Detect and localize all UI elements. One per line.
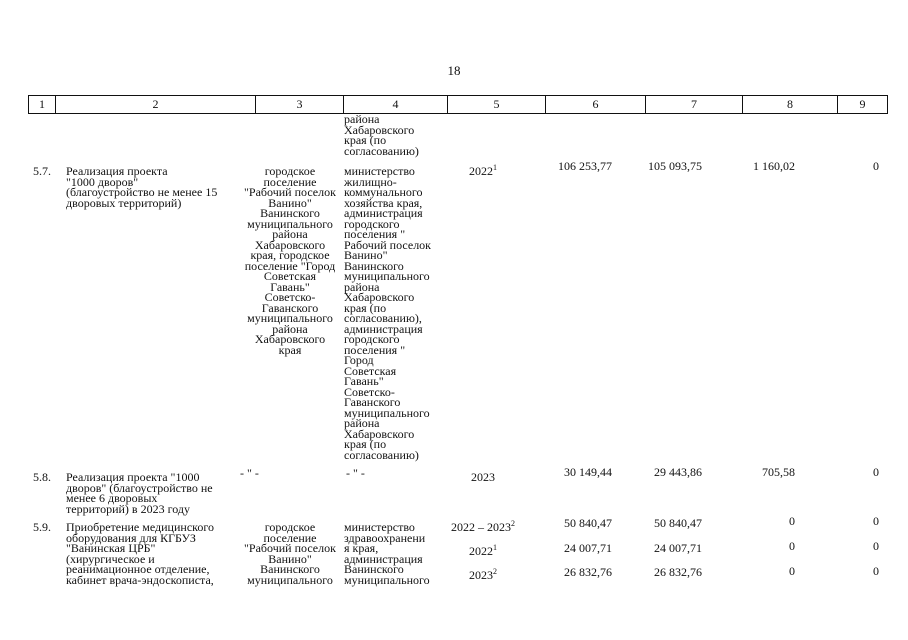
- row-executor: городское поселение "Рабочий поселок Ванино" Ванинского муниципального: [244, 520, 336, 587]
- header-col-2: 2: [56, 96, 256, 113]
- row-total: 24 007,71: [564, 541, 612, 555]
- row-total: 106 253,77: [558, 159, 612, 173]
- row-responsible: - " -: [346, 466, 365, 480]
- row-year: 2022$^1$: [469, 163, 497, 178]
- row-executor: городское поселение "Рабочий поселок Ванино" Ванинского муниципального района Хабаровского края, городское поселение "Город Советская Гавань" Советско- Гаванского муниципального района Хабаровского края: [244, 164, 336, 357]
- row-federal: 26 832,76: [654, 565, 702, 579]
- row-other: 0: [873, 514, 879, 528]
- row-year: 2022 – 2023$^2$: [451, 519, 515, 534]
- row-federal: 24 007,71: [654, 541, 702, 555]
- row-name: Реализация проекта "1000 дворов" (благоустройство не менее 15 дворовых территорий): [66, 164, 218, 210]
- row-executor: - " -: [240, 466, 259, 480]
- row-federal: 29 443,86: [654, 465, 702, 479]
- header-col-4: 4: [344, 96, 448, 113]
- row-responsible: министерство здравоохранени я края, администрация Ванинского муниципального: [344, 520, 430, 587]
- row-name: Приобретение медицинского оборудования для КГБУЗ "Ванинская ЦРБ" (хирургическое и реанимационное отделение, кабинет врача-эндоскописта,: [66, 520, 214, 587]
- row-number: 5.7.: [33, 164, 51, 178]
- row-federal: 105 093,75: [648, 159, 702, 173]
- header-col-3: 3: [256, 96, 344, 113]
- row-total: 26 832,76: [564, 565, 612, 579]
- header-col-1: 1: [29, 96, 56, 113]
- row-other: 0: [873, 465, 879, 479]
- header-col-9: 9: [859, 97, 866, 111]
- row-regional: 1 160,02: [753, 159, 795, 173]
- row-other: 0: [873, 159, 879, 173]
- row-number: 5.8.: [33, 470, 51, 484]
- row-number: 5.9.: [33, 520, 51, 534]
- row-regional: 0: [789, 514, 795, 528]
- row-regional: 0: [789, 539, 795, 553]
- header-col-6: 6: [546, 96, 646, 113]
- page-number: 18: [447, 63, 461, 78]
- row-name: Реализация проекта "1000 дворов" (благоустройство не менее 6 дворовых территорий) в 2023 году: [66, 470, 213, 516]
- row-other: 0: [873, 564, 879, 578]
- table-header-row: [28, 95, 888, 114]
- row-other: 0: [873, 539, 879, 553]
- row-federal: 50 840,47: [654, 516, 702, 530]
- header-col-5: 5: [448, 96, 546, 113]
- row-responsible: министерство жилищно- коммунального хозяйства края, администрация городского поселения " Рабочий поселок Ванино" Ванинского муниципального района Хабаровского края (по согласованию), администрация городского поселения " Город Советская Гавань" Советско- Гаванского муниципального района Хабаровского края (по согласованию): [344, 164, 432, 462]
- row-total: 30 149,44: [564, 465, 612, 479]
- row-total: 50 840,47: [564, 516, 612, 530]
- header-col-7: 7: [646, 96, 743, 113]
- row-year: 2023$^2$: [469, 567, 497, 582]
- header-col-8: 8: [743, 96, 838, 113]
- row-regional: 0: [789, 564, 795, 578]
- row-regional: 705,58: [762, 465, 795, 479]
- row-year: 2022$^1$: [469, 543, 497, 558]
- row-year: 2023: [471, 470, 495, 484]
- continuation-responsible: района Хабаровского края (по согласованию): [344, 112, 419, 158]
